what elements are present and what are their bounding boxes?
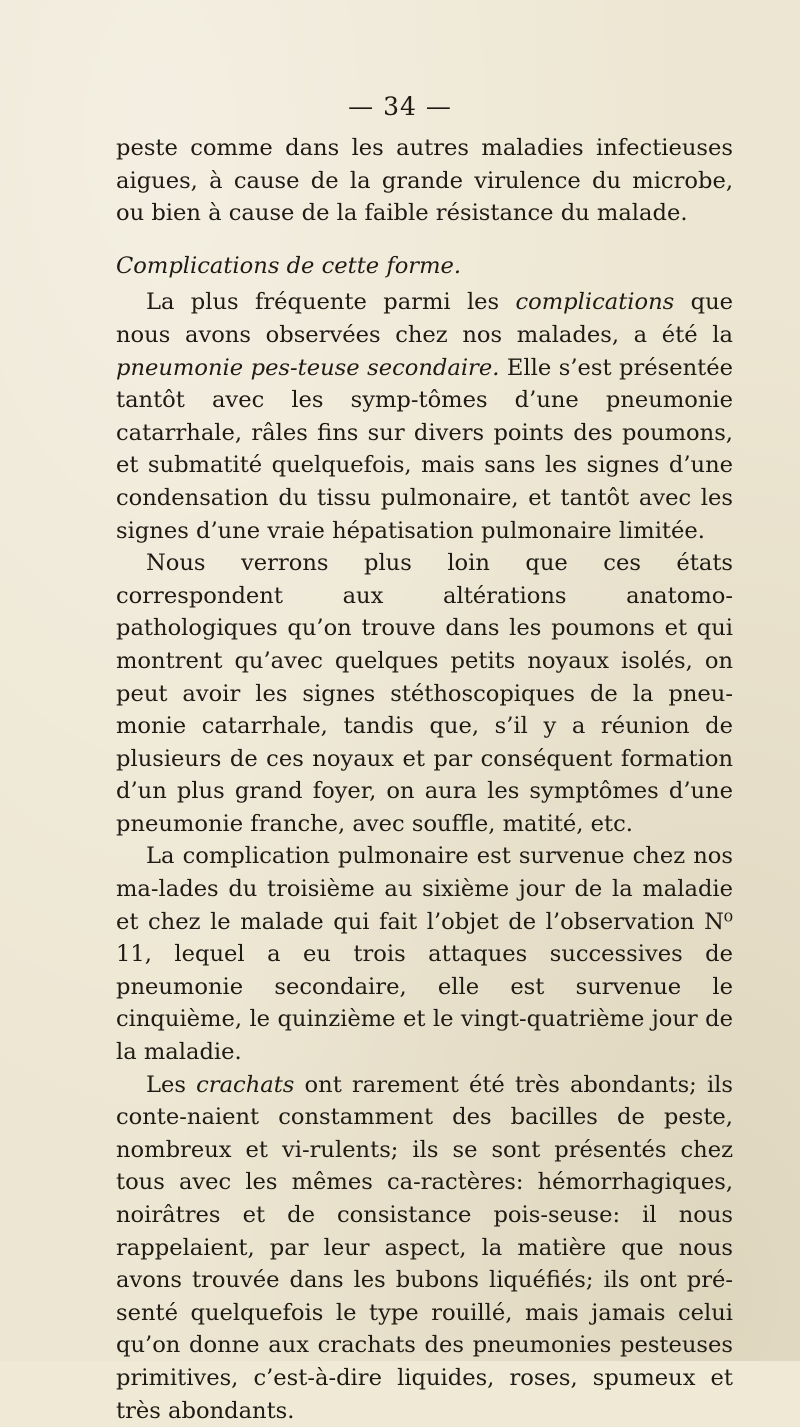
- body-text: [116, 132, 733, 1427]
- paragraph-2-emphasis-pneumonie: pneumonie pes-teuse secondaire.: [116, 354, 500, 381]
- paragraph-5: [116, 1069, 733, 1427]
- paragraph-2-text-a: La plus fréquente parmi les: [146, 289, 516, 316]
- paragraph-5-emphasis-crachats: crachats: [196, 1071, 295, 1098]
- page-number: — 34 —: [348, 92, 452, 121]
- paragraph-5-text-a: Les: [146, 1071, 197, 1098]
- paragraph-2-emphasis-complications: complications: [515, 289, 675, 316]
- paragraph-1: peste comme dans les autres maladies infectieuses aigues, à cause de la grande virulence du microbe, ou bien à cause de la faible résistance du malade.: [116, 135, 733, 227]
- paragraph-2-text-c: Elle s’est présentée tantôt avec les symp-tômes d’une pneumonie catarrhale, râles fins sur divers points des poumons, et submatité quelquefois, mais sans les signes d’une condensation du tissu pulmonaire, et tantôt avec les signes d’une vraie hépatisation pulmonaire limitée.: [116, 354, 734, 544]
- paragraph-2-text-b: que nous avons observées chez nos malades, a été la: [116, 289, 733, 348]
- paragraph-3: Nous verrons plus loin que ces états correspondent aux altérations anatomo-pathologiques qu’on trouve dans les poumons et qui montrent qu’avec quelques petits noyaux isolés, on peut avoir les signes stéthoscopiques de la pneu-monie catarrhale, tandis que, s’il y a réunion de plusieurs de ces noyaux et par conséquent formation d’un plus grand foyer, on aura les symptômes d’une pneumonie franche, avec souffle, matité, etc.: [116, 550, 733, 837]
- paragraph-4: La complication pulmonaire est survenue chez nos ma-lades du troisième au sixième jour de la maladie et chez le malade qui fait l’objet de l’observation N⁰ 11, lequel a eu trois attaques successives de pneumonie secondaire, elle est survenue le cinquième, le quinzième et le vingt-quatrième jour de la maladie.: [116, 843, 733, 1066]
- paragraph-2: [116, 286, 733, 547]
- section-heading: Complications de cette forme.: [116, 252, 462, 279]
- paragraph-5-text-b: ont rarement été très abondants; ils conte-naient constamment des bacilles de peste, nombreux et vi-rulents; ils se sont présentés chez tous avec les mêmes ca-ractères: hémorrhagiques, noirâtres et de consistance pois-seuse: il nous rappelaient, par leur aspect, la matière que nous avons trouvée dans les bubons liquéfiés; ils ont pré-senté quelquefois le type rouillé, mais jamais celui qu’on donne aux crachats des pneumonies pesteuses primitives, c’est-à-dire liquides, roses, spumeux et très abondants.: [116, 1071, 733, 1424]
